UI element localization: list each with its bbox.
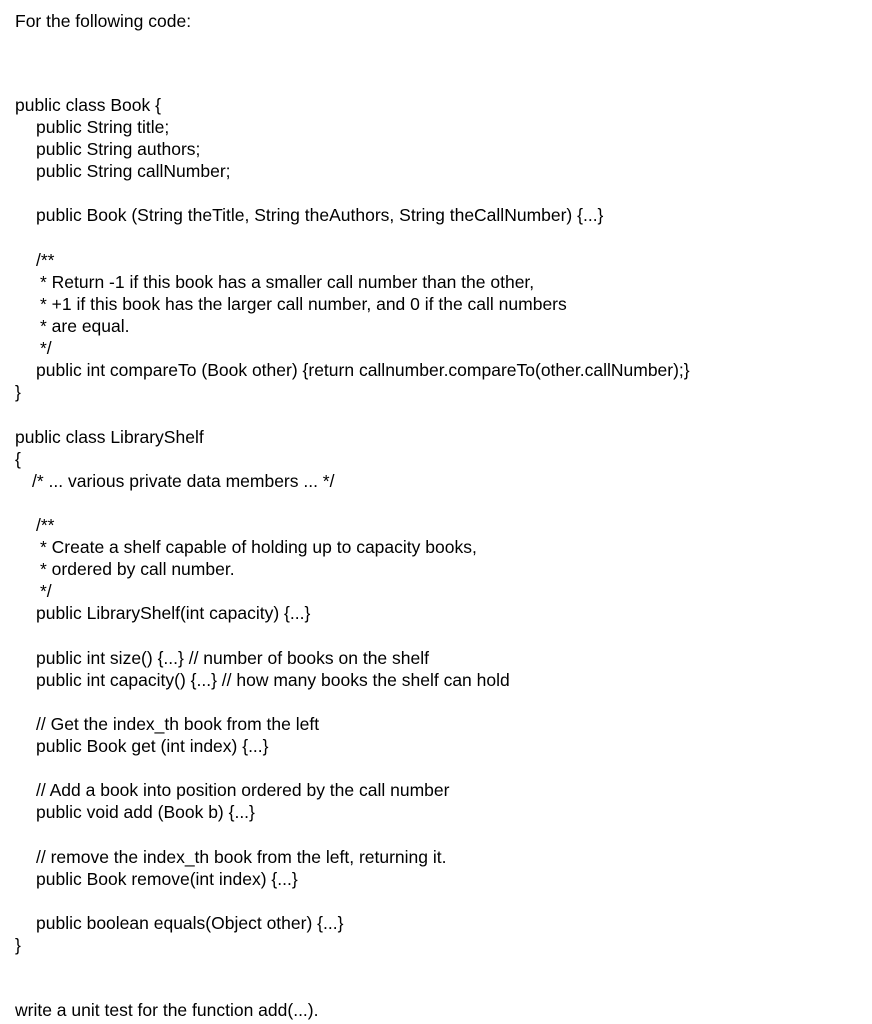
code-line: public Book (String theTitle, String theAuthors, String theCallNumber) {...}: [36, 205, 604, 225]
code-line: public String callNumber;: [36, 161, 231, 181]
code-line: public class LibraryShelf: [15, 427, 204, 447]
code-line: public Book get (int index) {...}: [36, 736, 269, 756]
intro-text: For the following code:: [15, 11, 192, 31]
code-comment: /**: [36, 515, 55, 535]
code-line: public void add (Book b) {...}: [36, 802, 255, 822]
code-line: public boolean equals(Object other) {...}: [36, 913, 344, 933]
code-comment: // Get the index_th book from the left: [36, 714, 320, 734]
code-line: public class Book {: [15, 95, 161, 115]
question-text: write a unit test for the function add(...).: [15, 1000, 319, 1020]
code-comment: /* ... various private data members ... */: [32, 471, 335, 491]
code-comment: */: [40, 338, 52, 358]
code-line: public int compareTo (Book other) {return callnumber.compareTo(other.callNumber);}: [36, 360, 690, 380]
code-comment: * Create a shelf capable of holding up to capacity books,: [40, 537, 477, 557]
code-line: {: [15, 449, 21, 469]
code-comment: * ordered by call number.: [40, 559, 235, 579]
code-comment: // Add a book into position ordered by the call number: [36, 780, 450, 800]
code-comment: * are equal.: [40, 316, 130, 336]
code-line: }: [15, 935, 21, 955]
code-line: }: [15, 382, 21, 402]
code-comment: /**: [36, 250, 55, 270]
code-line: public LibraryShelf(int capacity) {...}: [36, 603, 311, 623]
code-line: public int capacity() {...} // how many books the shelf can hold: [36, 670, 510, 690]
code-comment: */: [40, 581, 52, 601]
code-comment: * Return -1 if this book has a smaller call number than the other,: [40, 272, 535, 292]
code-comment: * +1 if this book has the larger call number, and 0 if the call numbers: [40, 294, 567, 314]
code-line: public Book remove(int index) {...}: [36, 869, 298, 889]
code-line: public int size() {...} // number of books on the shelf: [36, 648, 429, 668]
code-line: public String title;: [36, 117, 170, 137]
code-comment: // remove the index_th book from the left, returning it.: [36, 847, 447, 867]
code-line: public String authors;: [36, 139, 201, 159]
